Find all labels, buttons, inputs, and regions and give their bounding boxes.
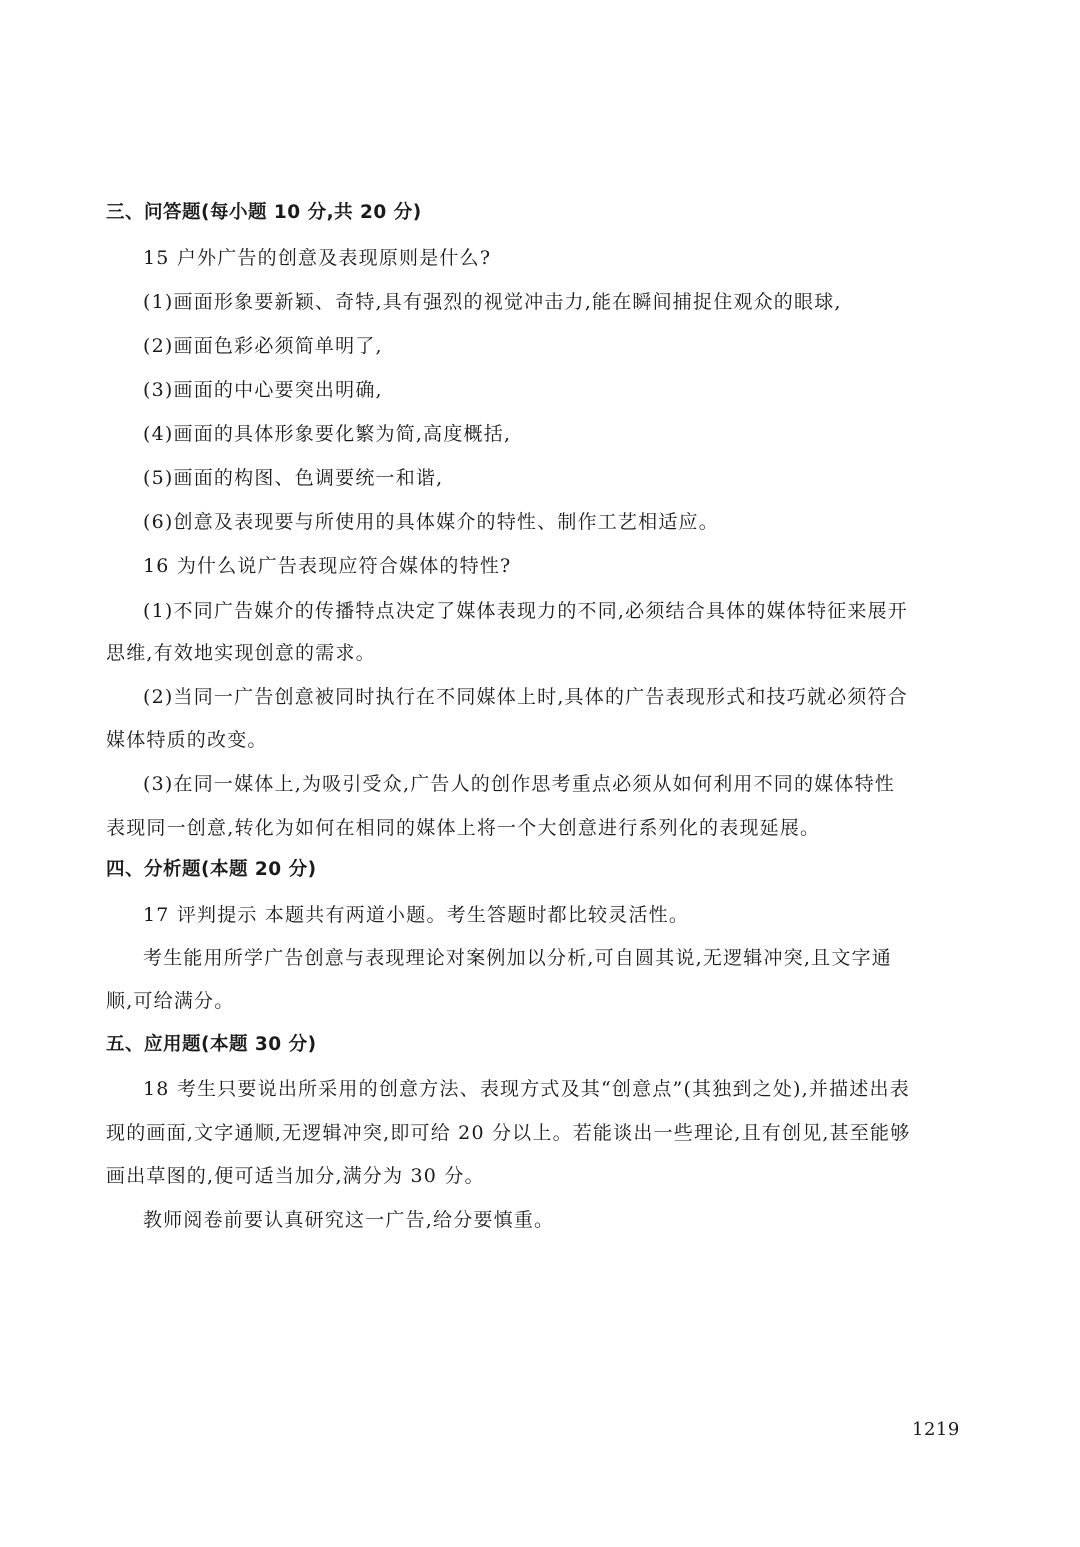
section-heading-5: 五、应用题(本题 30 分): [106, 1034, 317, 1055]
question-17: 17 评判提示 本题共有两道小题。考生答题时都比较灵活性。: [143, 904, 690, 926]
answer-line: 现的画面,文字通顺,无逻辑冲突,即可给 20 分以上。若能谈出一些理论,且有创见,甚至能够: [106, 1122, 911, 1144]
answer-line: (2)画面色彩必须简单明了,: [143, 335, 383, 357]
answer-line: 媒体特质的改变。: [106, 729, 268, 751]
page-number: 1219: [912, 1419, 960, 1440]
answer-line: (2)当同一广告创意被同时执行在不同媒体上时,具体的广告表现形式和技巧就必须符合: [143, 686, 908, 708]
answer-line: 顺,可给满分。: [106, 990, 235, 1012]
answer-line: (3)在同一媒体上,为吸引受众,广告人的创作思考重点必须从如何利用不同的媒体特性: [143, 773, 895, 795]
answer-line: (3)画面的中心要突出明确,: [143, 379, 383, 401]
question-18: 18 考生只要说出所采用的创意方法、表现方式及其“创意点”(其独到之处),并描述出表: [143, 1078, 910, 1100]
section-heading-4: 四、分析题(本题 20 分): [106, 859, 317, 880]
answer-line: 画出草图的,便可适当加分,满分为 30 分。: [106, 1165, 485, 1187]
question-15: 15 户外广告的创意及表现原则是什么?: [143, 247, 492, 269]
answer-line: 教师阅卷前要认真研究这一广告,给分要慎重。: [143, 1209, 555, 1231]
answer-line: (1)画面形象要新颖、奇特,具有强烈的视觉冲击力,能在瞬间捕捉住观众的眼球,: [143, 291, 842, 313]
section-heading-3: 三、问答题(每小题 10 分,共 20 分): [106, 202, 422, 223]
answer-line: (1)不同广告媒介的传播特点决定了媒体表现力的不同,必须结合具体的媒体特征来展开: [143, 600, 908, 622]
answer-line: 考生能用所学广告创意与表现理论对案例加以分析,可自圆其说,无逻辑冲突,且文字通: [143, 947, 892, 969]
answer-line: 表现同一创意,转化为如何在相同的媒体上将一个大创意进行系列化的表现延展。: [106, 817, 821, 839]
answer-line: (5)画面的构图、色调要统一和谐,: [143, 467, 444, 489]
answer-line: (4)画面的具体形象要化繁为简,高度概括,: [143, 423, 512, 445]
question-16: 16 为什么说广告表现应符合媒体的特性?: [143, 555, 512, 577]
answer-line: (6)创意及表现要与所使用的具体媒介的特性、制作工艺相适应。: [143, 511, 719, 533]
answer-line: 思维,有效地实现创意的需求。: [106, 642, 376, 664]
